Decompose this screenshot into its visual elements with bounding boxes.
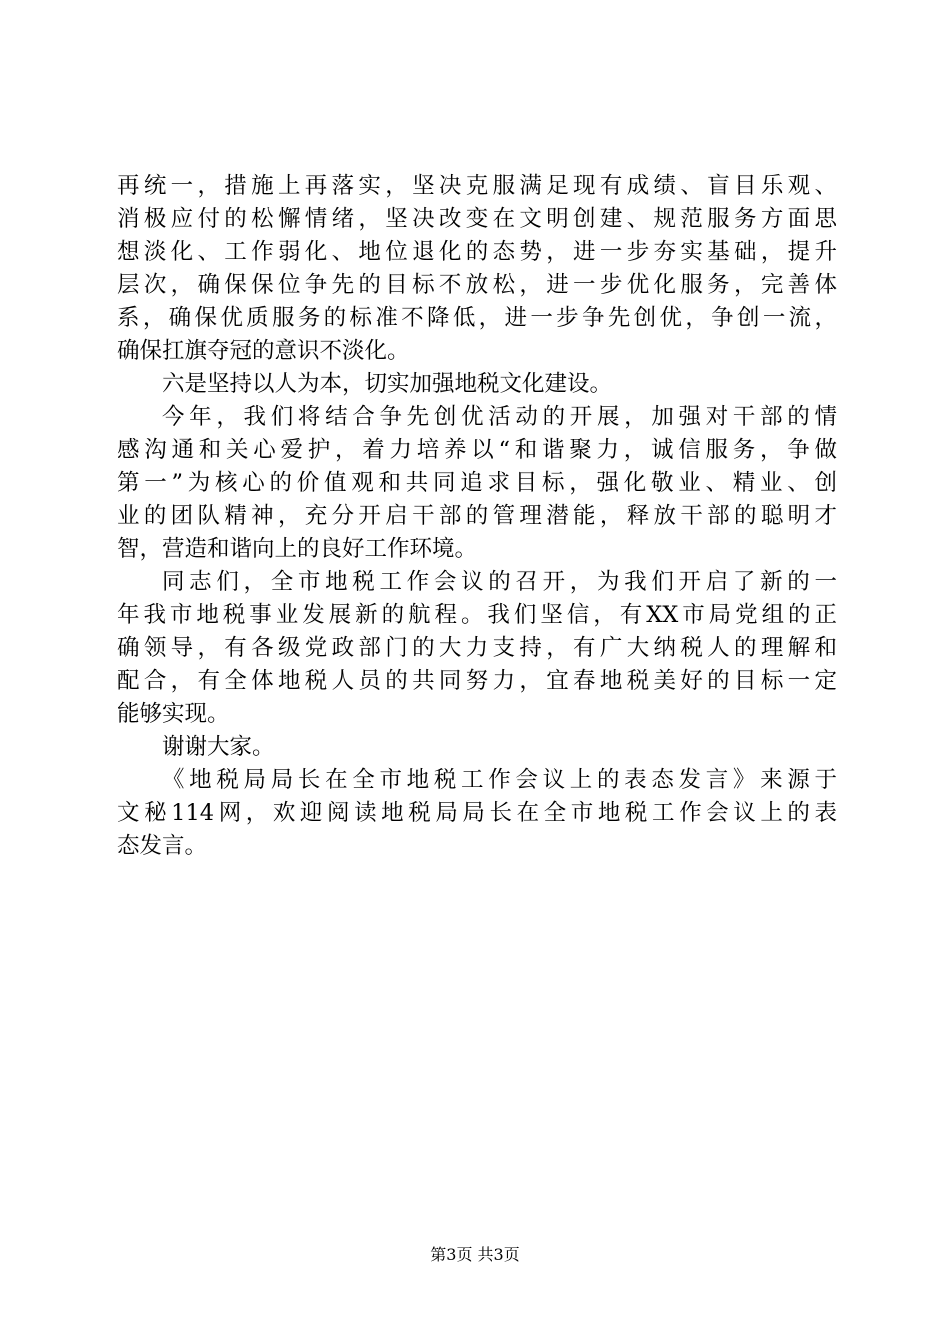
source-note-line: 态发言。 xyxy=(117,833,208,859)
body-text-line: 智，营造和谐向上的良好工作环境。 xyxy=(117,536,478,562)
body-text-line: 同志们，全市地税工作会议的召开，为我们开启了新的一 xyxy=(162,569,837,595)
body-text-line: 今年，我们将结合争先创优活动的开展，加强对干部的情 xyxy=(162,404,837,430)
source-note-line: 文秘114网，欢迎阅读地税局局长在全市地税工作会议上的表 xyxy=(117,800,837,826)
body-text-line: 系，确保优质服务的标准不降低，进一步争先创优，争创一流， xyxy=(117,305,837,331)
body-text-line: 年我市地税事业发展新的航程。我们坚信，有XX市局党组的正 xyxy=(117,602,837,628)
body-text-line: 层次，确保保位争先的目标不放松，进一步优化服务，完善体 xyxy=(117,272,837,298)
body-text-line: 能够实现。 xyxy=(117,701,230,727)
body-text-line: 感沟通和关心爱护，着力培养以“和谐聚力，诚信服务，争做 xyxy=(117,437,837,463)
body-text-line: 想淡化、工作弱化、地位退化的态势，进一步夯实基础，提升 xyxy=(117,239,837,265)
body-text-line: 第一”为核心的价值观和共同追求目标，强化敬业、精业、创 xyxy=(117,470,837,496)
page-number-footer: 第3页 共3页 xyxy=(430,1245,520,1264)
source-note-line: 《地税局局长在全市地税工作会议上的表态发言》来源于 xyxy=(162,767,837,793)
body-text-line: 确保扛旗夺冠的意识不淡化。 xyxy=(117,338,410,364)
body-text-line: 消极应付的松懈情绪，坚决改变在文明创建、规范服务方面思 xyxy=(117,206,837,232)
body-text-line: 再统一，措施上再落实，坚决克服满足现有成绩、盲目乐观、 xyxy=(117,173,837,199)
section-heading-line: 六是坚持以人为本，切实加强地税文化建设。 xyxy=(162,371,613,397)
body-text-line: 配合，有全体地税人员的共同努力，宜春地税美好的目标一定 xyxy=(117,668,837,694)
body-text-line: 确领导，有各级党政部门的大力支持，有广大纳税人的理解和 xyxy=(117,635,837,661)
body-text-line: 业的团队精神，充分开启干部的管理潜能，释放干部的聪明才 xyxy=(117,503,837,529)
closing-line: 谢谢大家。 xyxy=(162,734,275,760)
